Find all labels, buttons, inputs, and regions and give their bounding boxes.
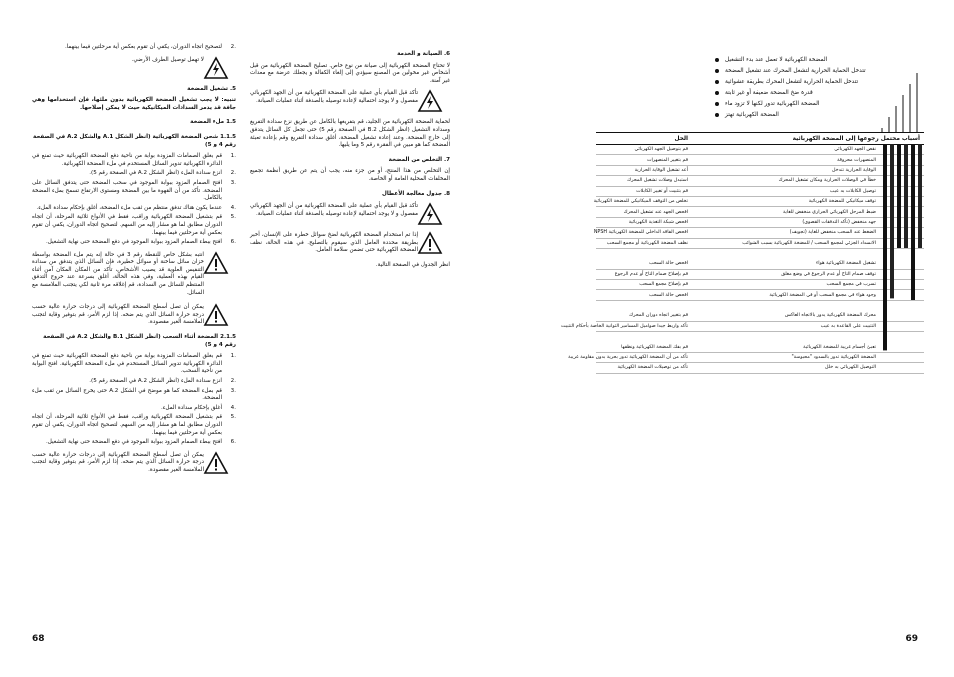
table-row [596, 176, 924, 186]
cell-solution: تأكد من توصيلات المضخة الكهربائية [617, 365, 688, 371]
cell-cause: الوقاية الحرارية تتدخل [832, 167, 876, 173]
symptom-bar [911, 144, 915, 300]
cell-cause: توقف صمام التاخ أو عدم الرجوع في وضع مغلق [781, 271, 876, 277]
heading-fill-1: 1.1.5 شحن المضخة الكهربائية (انظر الشكل 1.A والشكل 2.A في الصفحة رقم 4 و 5) [32, 133, 236, 148]
heading-start-pump: 5. تشغيل المضخة [187, 85, 236, 92]
cell-solution: افحص شبكة التغذية الكهربائية [628, 219, 688, 225]
cell-solution: قم بفك المضخة الكهربائية ونظفها [621, 344, 688, 350]
table-row [593, 228, 924, 238]
warning-text: لا تهمل توصيل الطرف الأرضي. [131, 56, 204, 63]
table-row [596, 249, 924, 259]
troubleshooting-table [561, 132, 924, 374]
header-cause: أسباب محتمل رجوعها إلى المضخة الكهربائية [792, 135, 920, 142]
warning-icon [204, 252, 228, 274]
warning-hot-surface-1 [32, 304, 236, 327]
cell-cause: محرك المضخة الكهربائية يدور بالاتجاه العاكس [784, 313, 876, 319]
paragraph-frost: لحماية المضخة الكهربائية من الجليد، قم بتفريغها بالكامل عن طريق نزع سدادة التفريغ وسدادة التشغيل (انظر الشكل 2.B في الصفحة رقم 5) حتى تجعل كل السائل يتدفق إلى خارج المضخة. وعند إعادة تشغيل المضخة، أغلق سدادة التفريغ وقم بإعادة تعبئة المضخة كما هو مبين في الفقرة رقم 5 وما يليها. [250, 119, 450, 149]
table-row [596, 301, 924, 311]
left-column-b [32, 44, 236, 482]
table-row [596, 145, 924, 155]
table-row [596, 166, 924, 176]
legend-item: قدرة ضخ المضخة ضعيفة أو غير ثابتة [709, 87, 924, 98]
list-fill-1 [32, 153, 236, 247]
list-item: .2 انزع سدادة الملء (انظر الشكل 2.A في الصفحة رقم 5). [89, 378, 236, 384]
legend-bullet [715, 69, 719, 73]
cell-cause: تسرب في مجمع السحب [826, 282, 876, 288]
legend-item: المضخة الكهربائية لا تعمل عند بدء التشغيل [709, 54, 924, 65]
cell-solution: قم بإصلاح مجمع السحب [639, 282, 688, 288]
cell-solution: استبدل وصلات تشغيل المحرك [627, 178, 688, 184]
cell-solution: قم بتثبيت أو تغيير الكابلات [636, 188, 688, 194]
electric-hazard-icon [204, 57, 228, 79]
legend-bullet [715, 58, 719, 62]
electric-hazard-icon [418, 203, 442, 225]
list-item: .2 انزع سدادة الملء (انظر الشكل 2.A في الصفحة رقم 5). [89, 170, 236, 177]
symptom-bar [918, 144, 922, 248]
list-item: .1 قم بغلق الصمامات المزودة بوابة من ناحية دفع المضخة الكهربائية حيث تمنع في الدائرة الكهربائية تدوير السائل المستخدم في ملء المضخة الكهربائية. [32, 153, 236, 167]
symptom-bar [883, 144, 887, 350]
legend-bullet [715, 113, 719, 117]
cell-cause: الضغط عند السحب منخفض للغاية (تجويف) [789, 230, 876, 236]
cell-cause: خطأ في الوصلات الحرارية ومكان تشغيل المحرك [778, 178, 876, 184]
cell-solution: تأكد من أن المضخة الكهربائية تدور بحرية بدون مقاومة غريبة [568, 355, 688, 360]
cell-cause: الانسداد الجزئي لمجمع السحب / للمضخة الكهربائية بسبب الشوائب [742, 240, 876, 246]
list-item: .5 قم بتشغيل المضخة الكهربائية وراقب، فقط في الأنواع ثلاثية المرحلة، أن اتجاه الدوران مطابق لما هو مشار إليه من السهم. لتصحيح اتجاه الدوران، يكفي أن تقوم بعكس أية مرحلتين فيما بينهما. [32, 214, 236, 236]
warning-text: إذا تم استخدام المضخة الكهربائية لضخ سوائل خطرة على الإنسان، أخبر بطريقة محددة العامل الذي سيقوم بالتصليح. في هذه الحالة، نظف المضخة الكهربائية حتى تضمن سلامة العامل. [250, 232, 418, 254]
heading-troubleshooting: 8. جدول معالجة الأعطال [381, 190, 450, 197]
table-row [596, 332, 924, 342]
header-solution: الحل [674, 135, 688, 142]
warning-text: انتبه بشكل خاص للنقطة رقم 3 في حالة إنه يتم ملء المضخة بواسطة خزان سائل ساخنة أو سوائل خطيرة، فإن السائل الذي يتدفق من سدادة التنفيس العلوية قد يصيب الأشخاص، تأكد من المكان المكان آمن أثناء القيام بهذه العملية، وفي هذه الحالة، أغلق بسرعة عند خروج التدفق المنتظم للسائل من السدادة، قم إغلاقه مرة ثانية لكي يتجنب الملامسة مع السائل. [32, 251, 204, 296]
page-69 [494, 40, 924, 650]
symptom-bar [897, 144, 901, 248]
table-row [596, 218, 924, 228]
legend-item: تتدخل الحماية الحرارية لتشغل المحرك بطريقة عشوائية [709, 76, 924, 87]
heading-disposal: 7. التخلص من المضخة [388, 156, 450, 163]
paragraph-maintenance: لا تحتاج المضخة الكهربائية إلى صيانة من نوع خاص. تصليح المضخة الكهربائية من قبل أشخاص غير مخولين من المصنع سيؤدي إلى إلغاء الكفالة و يجعلك عرضة مع معدات غير آمنة. [250, 62, 450, 84]
page-number-right: 69 [905, 634, 918, 644]
legend-item: تتدخل الحماية الحرارية لتشغل المحرك عند تشغيل المضخة [709, 65, 924, 76]
symptom-matrix [880, 144, 924, 384]
table-row [596, 239, 924, 249]
list-item: .5 قم بتشغيل المضخة الكهربائية وراقب، فقط في الأنواع ثلاثية المرحلة، أن اتجاه الدوران مطابق لما هو مشار إليه من السهم. لتصحيح اتجاه الدوران، يكفي أن تقوم بعكس أية مرحلتين فيما بينهما. [32, 414, 236, 436]
table-row [561, 322, 924, 332]
list-item: .4 عندما يكون هناك تدفق منتظم من ثقب ملء المضخة، أغلق بإحكام سدادة الملء. [36, 204, 236, 211]
page-number-left: 68 [32, 634, 45, 644]
cell-cause: نقص الجهد الكهربائي [834, 147, 876, 153]
cell-solution: تخلص من التوقف الميكانيكي للمضخة الكهربائية [593, 199, 688, 205]
table-row [596, 155, 924, 165]
note-dry-run: تنبيه: لا يجب تشغيل المضخة الكهربائية بدون ملئها، فإن استخدامها وهي جافة قد يدمر السدادات الميكانيكية حيث لا يمكن إصلاحها. [32, 97, 236, 111]
list-item: .2 لتصحيح اتجاه الدوران، يكفي أن تقوم بعكس أية مرحلتين فيما بينهما. [64, 44, 236, 50]
table-row [593, 197, 924, 207]
warning-text: تأكد قبل القيام بأي عملية على المضخة الكهربائية من أن الجهد الكهربائي مفصول و لا يوجد احتمالية لإعادة توصيله بالصدفة أثناء عمليات الصيانة. [250, 203, 418, 217]
table-row [596, 280, 924, 290]
cell-cause: وجود هواء في مجمع السحب أو في المضخة الكهربائية [769, 292, 876, 298]
cell-solution: افحص حالة السحب [649, 261, 688, 267]
table-row [596, 342, 924, 352]
legend-item: المضخة الكهربائية تهتز [709, 109, 924, 120]
warning-icon [204, 304, 228, 326]
warning-text: تأكد قبل القيام بأي عملية على المضخة الكهربائية من أن الجهد الكهربائي مفصول و لا يوجد احتمالية لإعادة توصيله بالصدفة أثناء عمليات الصيانة. [250, 90, 418, 104]
paragraph-see-table: انظر الجدول في الصفحة التالية. [375, 261, 450, 268]
left-column-a [250, 44, 450, 274]
cell-cause: ضبط المرحل الكهربائي الحراري منخفض للغاية [782, 209, 876, 215]
warning-icon [204, 452, 228, 474]
legend-bullet [715, 102, 719, 106]
cell-solution: تأكد واربط جيدا صواميل المسامير الثوانية الخاصة بأحكام التثبيت [561, 323, 688, 329]
warning-text: يمكن أن تصل أسطح المضخة الكهربائية إلى درجات حرارة عالية حسب درجة حرارة السائل الذي يتم ضخه. إذا لزم الأمر، قم بتوفير وقاية لتجنب الملامسة الغير مقصودة. [32, 304, 204, 326]
cell-cause: تعبئ أجسام غريبة للمضخة الكهربائية [803, 344, 876, 350]
table-row [596, 363, 924, 373]
cell-solution: قم بتغيير اتجاه دوران المحرك [629, 313, 688, 319]
table-row [568, 353, 924, 363]
cell-cause: تشغيل المضخة الكهربائية هواء [815, 261, 876, 267]
warning-electrical-2 [250, 203, 450, 225]
table-row [596, 270, 924, 280]
cell-solution: افحص حالة السحب [649, 292, 688, 298]
table-row [596, 207, 924, 217]
warning-icon [418, 232, 442, 254]
symptom-bar [904, 144, 908, 248]
list-fill-2 [32, 353, 236, 447]
list-item: .3 قم بملء المضخة كما هو موضح في الشكل 2.A حتى يخرج السائل من ثقب ملء المضخة. [32, 387, 236, 402]
list-item: .4 أغلق بإحكام سدادة الملء. [160, 404, 236, 411]
warning-hazardous-fluid [250, 232, 450, 255]
cell-cause: توصيل الكابلات به عيب [829, 188, 876, 194]
cell-cause: توقف ميكانيكي للمضخة الكهربائية [808, 199, 876, 205]
table-header [596, 133, 924, 145]
heading-fill-pump: 1.5 ملء المضخة [190, 119, 236, 126]
list-item: .6 افتح ببطء الصمام المزود ببوابة الموجود في دفع المضخة حتى نهاية التشغيل. [46, 439, 236, 446]
cell-cause: التثبيت على القاعدة به عيب [820, 323, 876, 329]
cell-cause: المضخة الكهربائية تدور بالسدود "محبوسة" [791, 355, 876, 360]
symptom-bar [890, 144, 894, 298]
warning-electrical-1 [250, 90, 450, 112]
table-body [561, 145, 924, 374]
cell-solution: نظف المضخة الكهربائية أو مجمع السحب [606, 240, 688, 246]
cell-solution: أعد تشغيل الوقاية الحرارية [634, 167, 688, 173]
warning-text: يمكن أن تصل أسطح المضخة الكهربائية إلى درجات حرارة عالية حسب درجة حرارة السائل الذي يتم ضخه. إذا لزم الأمر، قم بتوفير وقاية لتجنب الملامسة الغير مقصودة. [32, 451, 204, 473]
cell-solution: افحص الفاقد الداخلي للمضخة الكهربائية NPSH [593, 230, 688, 236]
heading-maintenance: 6. الصيانة و الخدمة [397, 51, 450, 57]
cell-solution: قم بتوصيل الجهد الكهربائي [634, 147, 688, 153]
cell-cause: المنصهرات محروقة [837, 157, 876, 163]
cell-cause: التوصيل الكهربائي به خلل [825, 365, 876, 371]
cell-cause: جهد منخفض (تأكد التدفقات القصوى) [802, 219, 876, 225]
legend-bullet [715, 80, 719, 84]
table-row [596, 187, 924, 197]
paragraph-disposal: إن التخلص من هذا المنتج، أو من جزء منه، يجب أن يتم عن طريق أنظمة تجميع المخلفات المحلية العامة أو الخاصة. [250, 168, 450, 182]
warning-earth [32, 57, 236, 79]
cell-solution: قم بتغيير المنصهرات [646, 157, 688, 163]
list-item: .6 افتح ببطء الصمام المزود ببوابة الموجود في دفع المضخة حتى نهاية التشغيل. [46, 239, 236, 246]
table-row [596, 259, 924, 269]
heading-fill-2: 2.1.5 المضخة أثناء السحب (انظر الشكل 1.B والشكل 2.A في الصفحة رقم 4 و 5) [43, 334, 236, 348]
list-item: .3 افتح الصمام المزود ببوابة الموجود في سحب المضخة حتى يتدفق السائل على المضخة. تأكد من أن القهوة ما بين المضخة ومستوى الارتفاع تسمح بملء المضخة بالكامل. [32, 179, 236, 202]
table-row [596, 290, 924, 300]
electric-hazard-icon [418, 90, 442, 112]
table-row [596, 311, 924, 321]
list-item: .1 قم بغلق الصمامات المزودة بوابة من ناحية دفع المضخة الكهربائية حيث تمنع في الدائرة الكهربائية تدوير السائل المستخدم في ملء المضخة الكهربائية. افتح البوابة من ناحية السحب. [32, 353, 236, 375]
legend-item: المضخة الكهربائية تدور لكنها لا تزود ماء [709, 98, 924, 109]
cell-solution: قم بإصلاح صمام التاخ أو عدم الرجوع [614, 271, 688, 277]
warning-hot-fluid [32, 252, 236, 298]
cell-solution: افحص الجهد عند تشغيل المحرك [623, 209, 688, 215]
legend-bullet [715, 91, 719, 95]
warning-hot-surface-2 [32, 452, 236, 475]
page-68 [32, 40, 450, 650]
